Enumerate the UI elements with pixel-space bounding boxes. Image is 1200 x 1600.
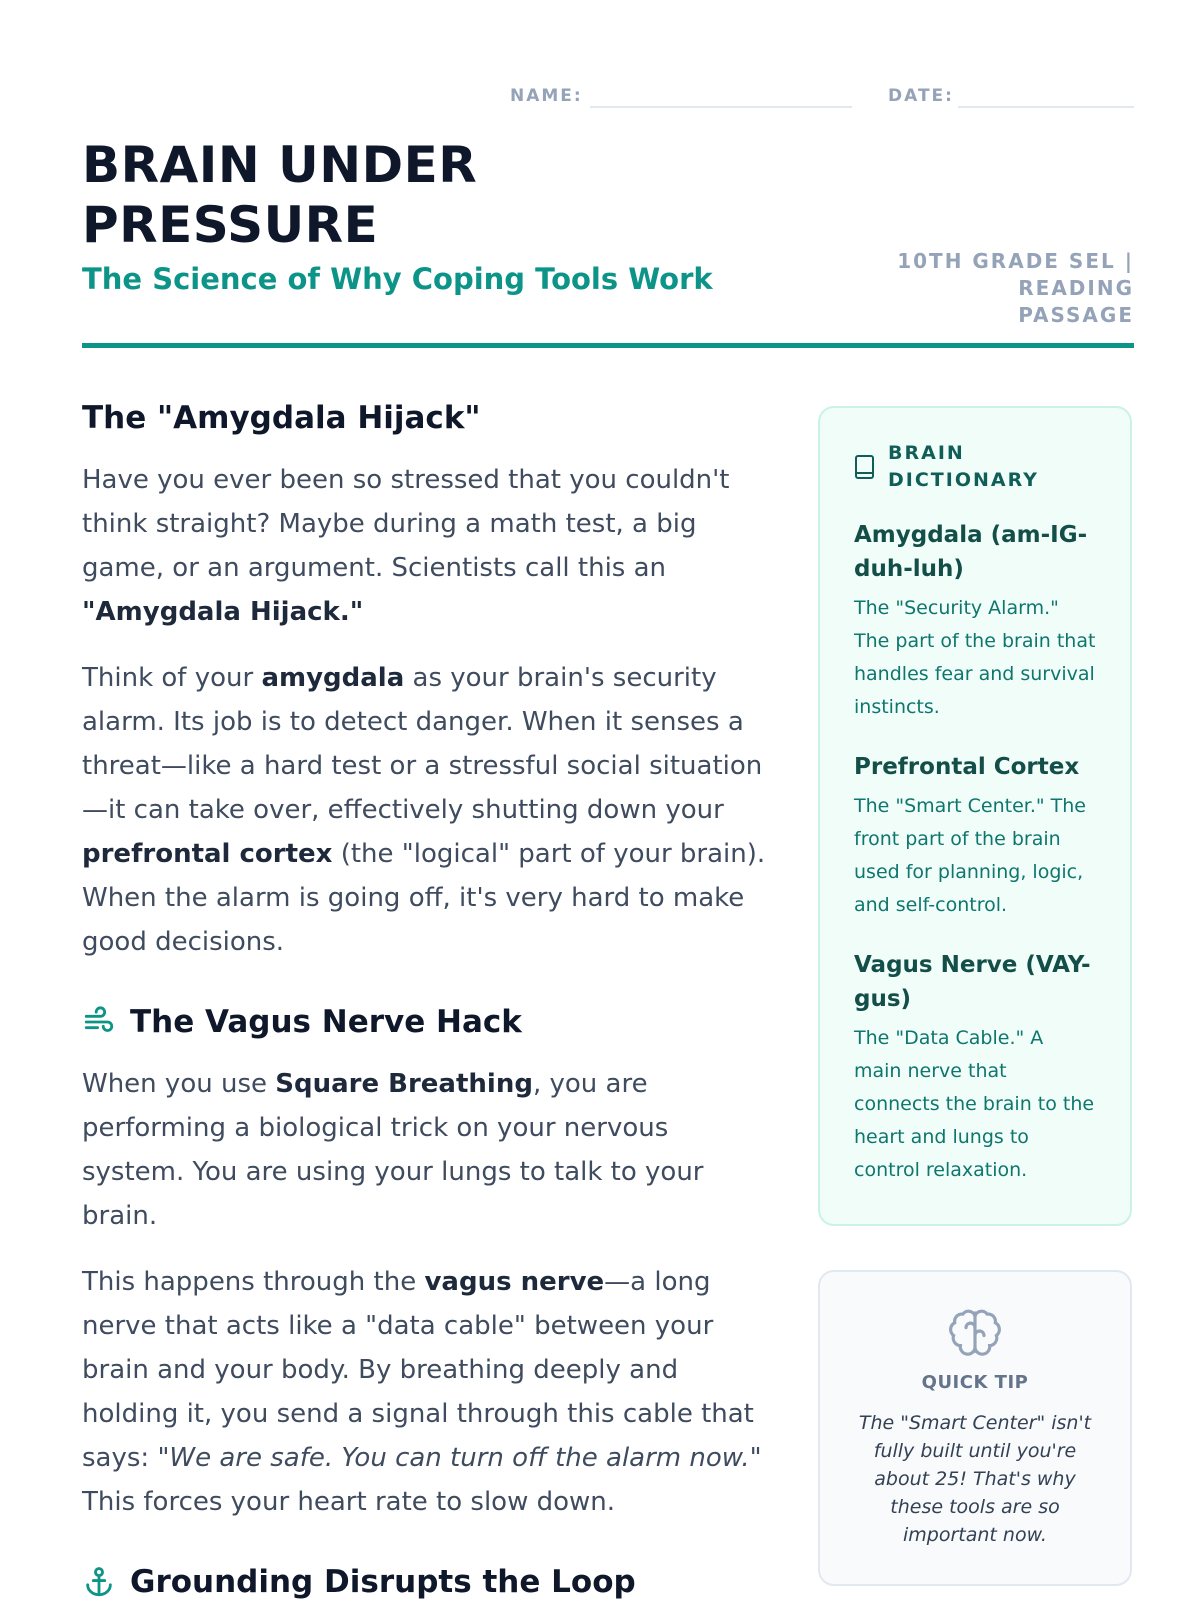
wind-icon — [82, 1005, 116, 1039]
grade-label — [794, 248, 1134, 329]
brain-dictionary-card — [818, 406, 1132, 1226]
dictionary-term: Prefrontal Cortex — [854, 754, 1080, 780]
header-divider — [82, 343, 1134, 348]
name-label: NAME: — [510, 86, 583, 106]
text-run: as your brain's security alarm. Its job is to detect danger. When it senses a threat—like a hard test or a stressful social situation—it can take over, effectively shutting down your — [82, 663, 763, 825]
dictionary-title-line-1: BRAIN — [888, 442, 965, 464]
date-label: DATE: — [888, 86, 954, 106]
grade-line-1: 10TH GRADE SEL | READING — [897, 249, 1134, 300]
text-run: Think of your — [82, 663, 262, 693]
bold-term: "Amygdala Hijack." — [82, 597, 364, 627]
dictionary-definition: The "Data Cable." A main nerve that connects the brain to the heart and lungs to control relaxation. — [854, 1027, 1095, 1181]
dictionary-term: Vagus Nerve (VAY-gus) — [854, 952, 1091, 1012]
paragraph — [82, 1260, 772, 1524]
dictionary-definition: The "Smart Center." The front part of the brain used for planning, logic, and self-control. — [854, 795, 1086, 916]
section-heading-grounding-text: Grounding Disrupts the Loop — [130, 1564, 636, 1600]
text-run: (the "logical" part of your brain). When the alarm is going off, it's very hard to make good decisions. — [82, 839, 766, 957]
text-run: This happens through the — [82, 1267, 425, 1297]
section-heading-vagus-text: The Vagus Nerve Hack — [130, 1004, 522, 1040]
name-field-line[interactable] — [590, 106, 852, 108]
dictionary-title-line-2: DICTIONARY — [888, 469, 1039, 491]
name-date-row — [510, 82, 1134, 112]
bold-term: prefrontal cortex — [82, 839, 333, 869]
brain-icon — [948, 1306, 1002, 1356]
text-run: Have you ever been so stressed that you couldn't think straight? Maybe during a math test, a big game, or an argument. Scientists call this an — [82, 465, 730, 583]
text-run: When you use — [82, 1069, 276, 1099]
bold-term: Square Breathing — [275, 1069, 533, 1099]
dictionary-title — [888, 440, 1039, 494]
date-field-line[interactable] — [958, 106, 1134, 108]
paragraph — [82, 458, 772, 634]
paragraph — [82, 1062, 772, 1238]
paragraph — [82, 656, 772, 964]
book-icon — [854, 454, 876, 480]
section-heading-vagus — [82, 1004, 772, 1040]
bold-term: vagus nerve — [424, 1267, 605, 1297]
quick-tip-card — [818, 1270, 1132, 1586]
grade-line-2: PASSAGE — [1018, 303, 1134, 327]
section-heading-grounding — [82, 1564, 772, 1600]
section-heading-amygdala — [82, 400, 772, 436]
quick-tip-label: QUICK TIP — [921, 1372, 1029, 1393]
bold-term: amygdala — [261, 663, 405, 693]
anchor-icon — [82, 1565, 116, 1599]
quick-tip-text: The "Smart Center" isn't fully built until you're about 25! That's why these tools are so important now. — [858, 1412, 1092, 1546]
text-run: —a long nerve that acts like a "data cable" between your brain and your body. By breathing deeply and holding it, you send a signal through this cable that says: — [82, 1267, 754, 1473]
title-line-1: BRAIN UNDER — [82, 136, 478, 194]
page-subtitle: The Science of Why Coping Tools Work — [82, 262, 713, 296]
worksheet-page — [82, 0, 1134, 1600]
dictionary-definition: The "Security Alarm." The part of the brain that handles fear and survival instincts. — [854, 597, 1096, 718]
section-heading-amygdala-text: The "Amygdala Hijack" — [82, 400, 481, 436]
dictionary-term: Amygdala (am-IG-duh-luh) — [854, 522, 1088, 582]
page-title — [82, 135, 477, 255]
main-passage — [82, 400, 772, 1600]
dictionary-header — [854, 440, 1096, 494]
text-run: , you are performing a biological trick on your nervous system. You are using your lungs to talk to your brain. — [82, 1069, 704, 1231]
text-run: This forces your heart rate to slow down. — [82, 1487, 616, 1517]
title-line-2: PRESSURE — [82, 196, 379, 254]
italic-quote: "We are safe. You can turn off the alarm now." — [157, 1443, 762, 1473]
